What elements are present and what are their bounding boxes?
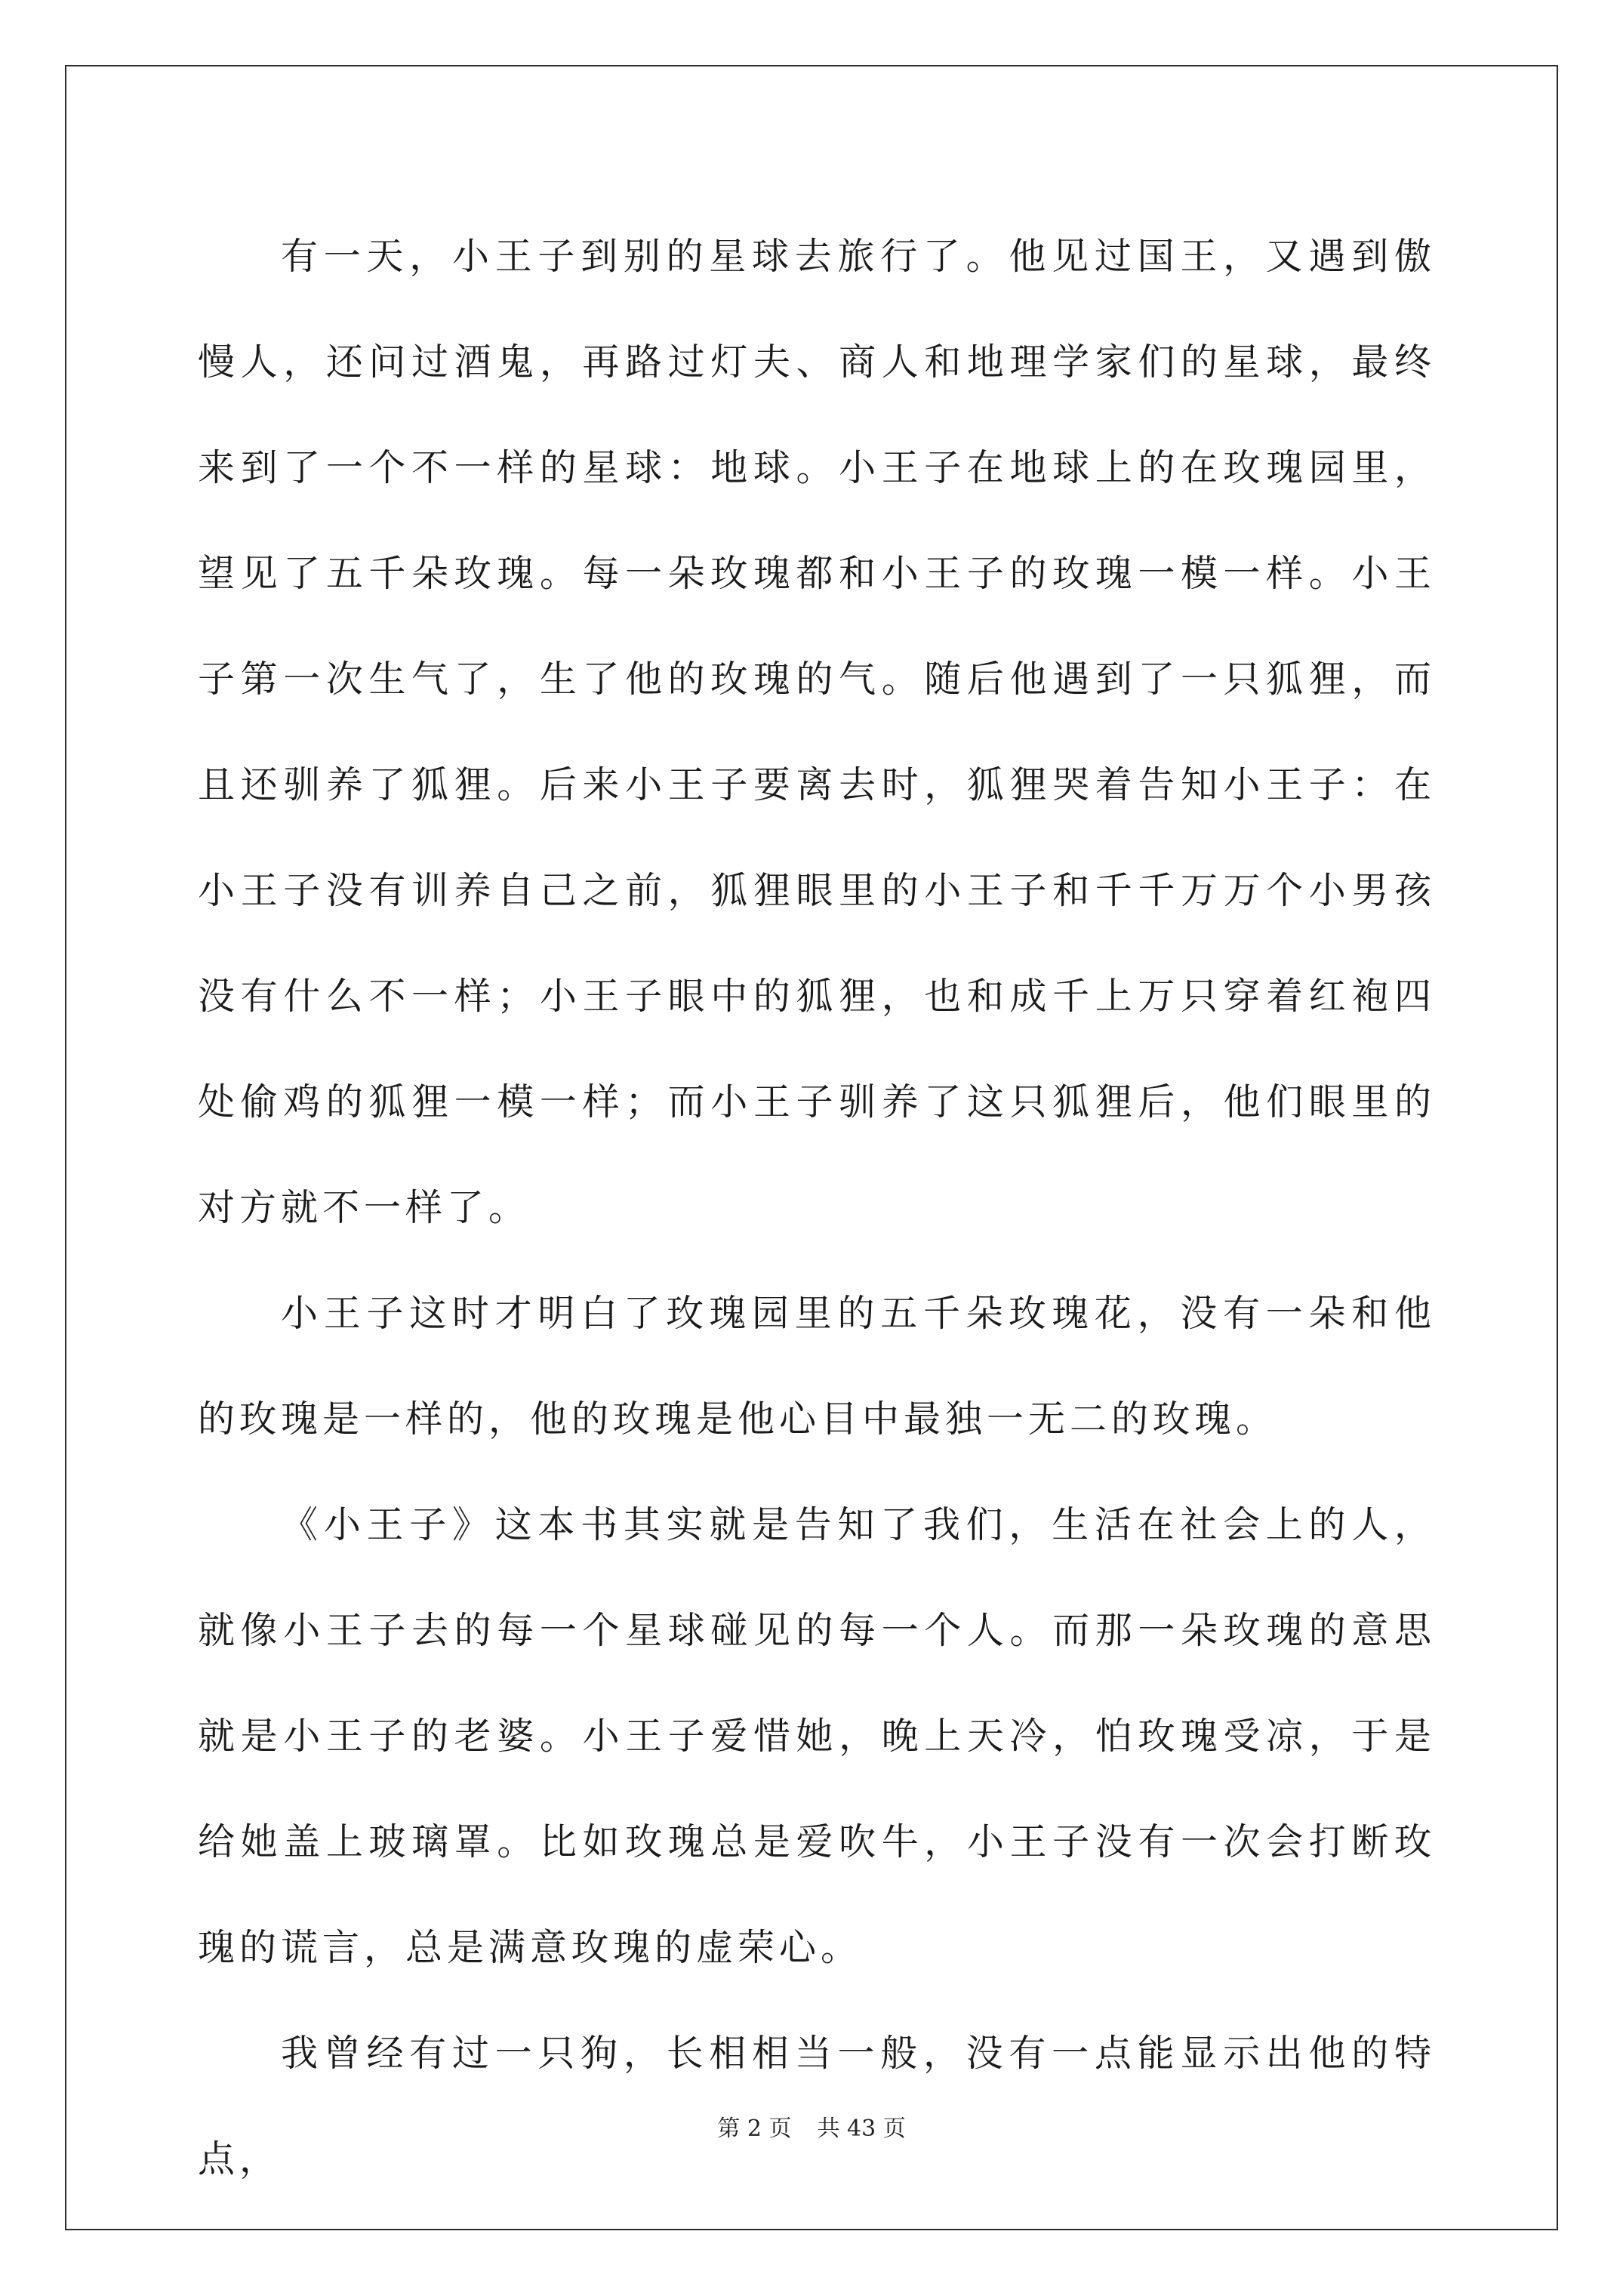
paragraph-3: 《小王子》这本书其实就是告知了我们，生活在社会上的人，就像小王子去的每一个星球碰见的每一个人。而那一朵玫瑰的意思就是小王子的老婆。小王子爱惜她，晚上天冷，怕玫瑰受凉，于是给她盖上玻璃罩。比如玫瑰总是爱吹牛，小王子没有一次会打断玫瑰的谎言，总是满意玫瑰的虚荣心。 [198,1503,1436,1969]
paragraph-1: 有一天，小王子到别的星球去旅行了。他见过国王，又遇到傲慢人，还问过酒鬼，再路过灯夫、商人和地理学家们的星球，最终来到了一个不一样的星球：地球。小王子在地球上的在玫瑰园里，望见了五千朵玫瑰。每一朵玫瑰都和小王子的玫瑰一模一样。小王子第一次生气了，生了他的玫瑰的气。随后他遇到了一只狐狸，而且还驯养了狐狸。后来小王子要离去时，狐狸哭着告知小王子：在小王子没有训养自己之前，狐狸眼里的小王子和千千万万个小男孩没有什么不一样；小王子眼中的狐狸，也和成千上万只穿着红袍四处偷鸡的狐狸一模一样；而小王子驯养了这只狐狸后，他们眼里的对方就不一样了。 [198,235,1436,1229]
paragraph-2: 小王子这时才明白了玫瑰园里的五千朵玫瑰花，没有一朵和他的玫瑰是一样的，他的玫瑰是他心目中最独一无二的玫瑰。 [198,1292,1436,1441]
page-number: 第 2 页 [717,2116,792,2142]
page-footer [0,2114,1623,2144]
page-total: 共 43 页 [817,2116,906,2142]
document-body [198,204,1436,2212]
paragraph-4: 我曾经有过一只狗，长相相当一般，没有一点能显示出他的特点， [198,2032,1436,2180]
